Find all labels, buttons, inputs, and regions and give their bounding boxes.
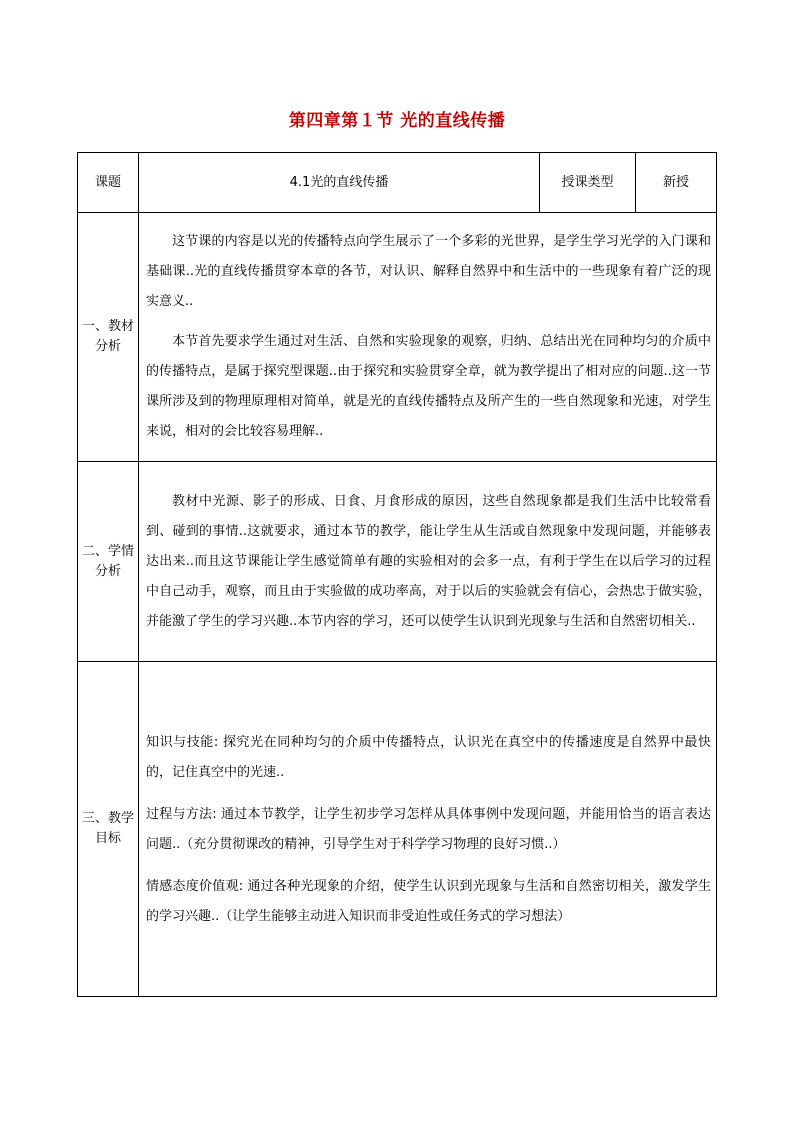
lesson-type-value: 新授 bbox=[636, 153, 717, 213]
header-row bbox=[78, 153, 717, 213]
students-paragraph: 教材中光源、影子的形成、日食、月食形成的原因，这些自然现象都是我们生活中比较常看到、碰到的事情..这就要求，通过本节的教学，能让学生从生活或自然现象中发现问题，并能够表达出来..而且这节课能让学生感觉简单有趣的实验相对的会多一点，有利于学生在以后学习的过程中自己动手，观察，而且由于实验做的成功率高，对于以后的实验就会有信心，会热忠于做实验，并能激了学生的学习兴趣..本节内容的学习，还可以使学生认识到光现象与生活和自然密切相关.. bbox=[146, 493, 711, 629]
student-analysis-row bbox=[78, 462, 717, 662]
student-analysis-label bbox=[78, 462, 139, 662]
topic-label: 课题 bbox=[78, 153, 139, 213]
goal-process: 过程与方法: 通过本节教学，让学生初步学习怎样从具体事例中发现问题，并能用恰当的语言表达问题..（充分贯彻课改的精神，引导学生对于科学学习物理的良好习惯..） bbox=[146, 806, 711, 852]
teaching-goals-label-text: 三、教学目标 bbox=[81, 811, 134, 846]
teaching-goals-label bbox=[78, 662, 139, 997]
materials-analysis-label bbox=[78, 213, 139, 462]
page-title: 第四章第１节 光的直线传播 bbox=[288, 111, 506, 131]
topic-value: 4.1光的直线传播 bbox=[139, 153, 540, 213]
materials-analysis-content bbox=[139, 213, 717, 462]
lesson-plan-table bbox=[77, 152, 717, 997]
lesson-type-label: 授课类型 bbox=[540, 153, 636, 213]
materials-paragraph-1: 这节课的内容是以光的传播特点向学生展示了一个多彩的光世界，是学生学习光学的入门课和基础课..光的直线传播贯穿本章的各节，对认识、解释自然界中和生活中的一些现象有着广泛的现实意义.. bbox=[146, 234, 711, 309]
materials-paragraph-2: 本节首先要求学生通过对生活、自然和实验现象的观察，归纳、总结出光在同种均匀的介质中的传播特点，是属于探究型课题..由于探究和实验贯穿全章，就为教学提出了相对应的问题..这一节课所涉及到的物理原理相对简单，就是光的直线传播特点及所产生的一些自然现象和光速，对学生来说，相对的会比较容易理解.. bbox=[146, 334, 711, 439]
student-analysis-content bbox=[139, 462, 717, 662]
materials-analysis-row bbox=[78, 213, 717, 462]
materials-analysis-label-text: 一、教材分析 bbox=[81, 319, 134, 354]
teaching-goals-content bbox=[139, 662, 717, 997]
student-analysis-label-text: 二、学情分析 bbox=[81, 543, 134, 579]
goal-attitude: 情感态度价值观: 通过各种光现象的介绍，使学生认识到光现象与生活和自然密切相关，激发学生的学习兴趣..（让学生能够主动进入知识而非受迫性或任务式的学习想法） bbox=[146, 878, 711, 924]
teaching-goals-row bbox=[78, 662, 717, 997]
goal-knowledge: 知识与技能: 探究光在同种均匀的介质中传播特点，认识光在真空中的传播速度是自然界中最快的，记住真空中的光速.. bbox=[146, 734, 711, 780]
